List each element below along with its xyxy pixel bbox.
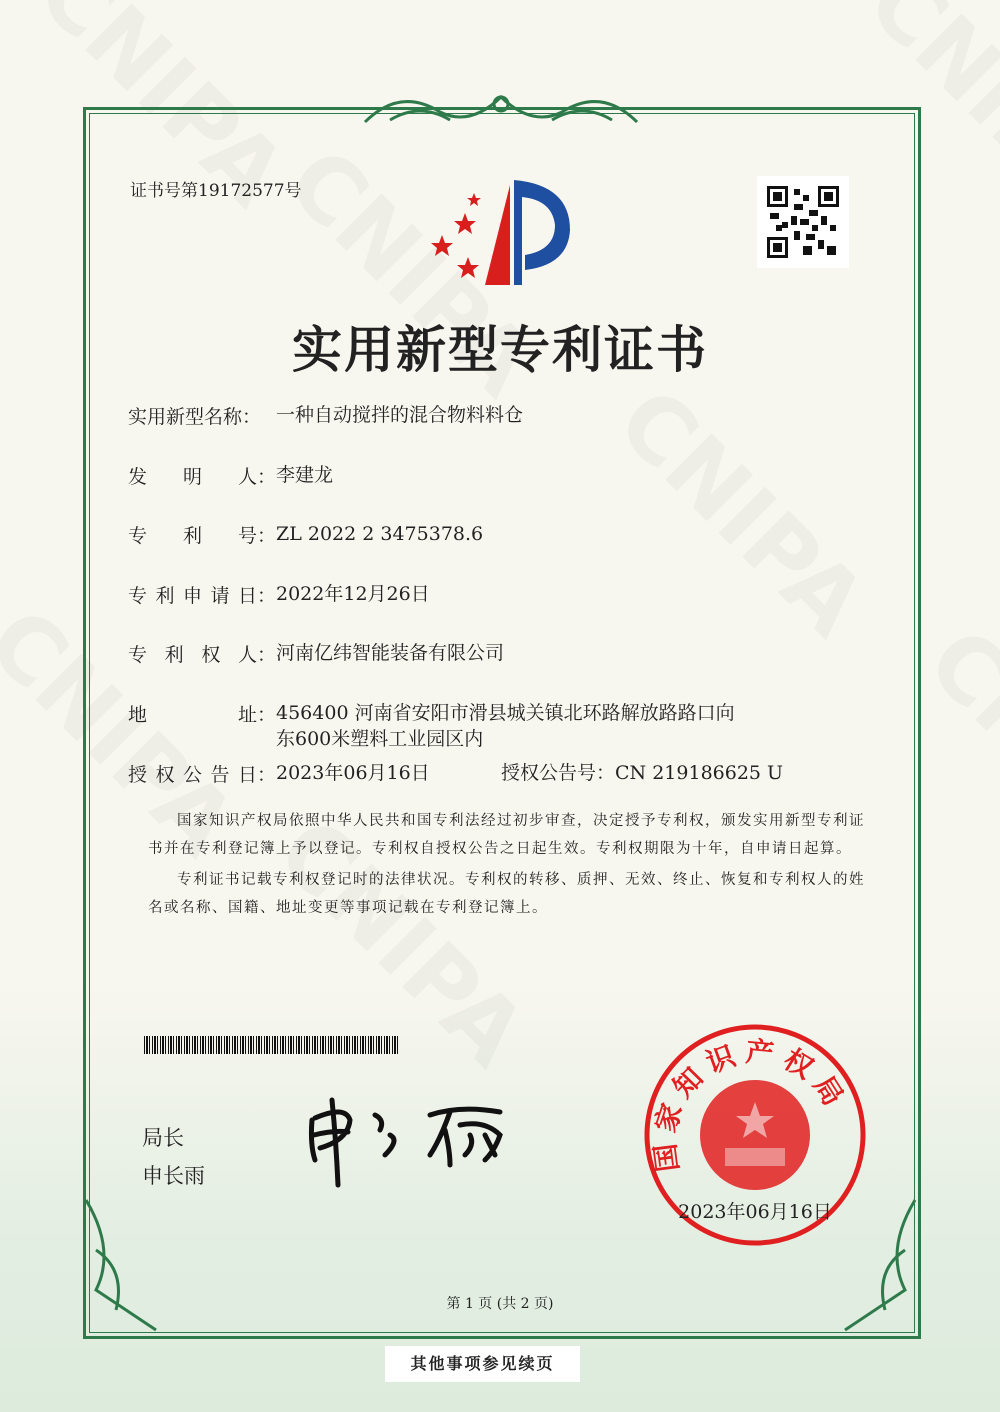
field-patentee [128, 640, 504, 667]
address-value: 456400 河南省安阳市滑县城关镇北环路解放路路口向 东600米塑料工业园区内 [276, 702, 735, 750]
barcode [144, 1036, 398, 1054]
field-grant-date [128, 760, 783, 787]
qr-code [757, 176, 849, 268]
inventor-value: 李建龙 [276, 464, 334, 486]
field-inventor [128, 462, 333, 489]
patent-number-value: ZL 2022 2 3475378.6 [276, 523, 484, 545]
field-label: 发 明 人： [128, 466, 276, 488]
watermark [907, 609, 1000, 897]
ornament-bottom-left [76, 1190, 166, 1340]
field-patent-number [128, 521, 483, 548]
page-indicator: 第 1 页 (共 2 页) [446, 1296, 554, 1312]
field-label: 地 址： [128, 704, 276, 726]
certificate-title: 实用新型专利证书 [292, 321, 708, 379]
field-label: 专 利 申 请 日： [128, 585, 276, 607]
certificate-number: 证书号第19172577号 [130, 181, 302, 201]
field-filing-date [128, 581, 430, 608]
field-label: 专 利 号： [128, 525, 276, 547]
field-address [128, 700, 735, 752]
grant-date-value: 2023年06月16日 [276, 762, 430, 784]
field-name [128, 402, 523, 429]
legal-text [148, 808, 876, 922]
ornament-top [360, 82, 642, 132]
continued-note: 其他事项参见续页 [385, 1346, 580, 1382]
cnipa-logo [430, 175, 575, 290]
field-label: 授 权 公 告 日： [128, 764, 276, 786]
filing-date-value: 2022年12月26日 [276, 583, 430, 605]
official-seal [640, 1020, 870, 1250]
field-label: 授权公告号： [501, 762, 616, 784]
utility-model-name: 一种自动搅拌的混合物料料仓 [276, 404, 524, 426]
patentee-value: 河南亿纬智能装备有限公司 [276, 642, 505, 664]
paragraph: 专利证书记载专利权登记时的法律状况。专利权的转移、质押、无效、终止、恢复和专利权人的姓名或名称、国籍、地址变更等事项记载在专利登记簿上。 [148, 872, 865, 916]
signature [300, 1090, 520, 1190]
paragraph: 国家知识产权局依照中华人民共和国专利法经过初步审查，决定授予专利权，颁发实用新型专利证书并在专利登记簿上予以登记。专利权自授权公告之日起生效。专利权期限为十年，自申请日起算。 [148, 813, 865, 857]
grant-number-value: CN 219186625 U [615, 762, 784, 784]
field-label: 实用新型名称： [128, 406, 262, 428]
signatory-title: 局长 [142, 1126, 184, 1150]
signatory-name: 申长雨 [142, 1164, 205, 1188]
seal-date: 2023年06月16日 [678, 1201, 832, 1223]
svg-text:国家知识产权局: 国家知识产权局 [647, 1034, 855, 1174]
field-label: 专 利 权 人： [128, 644, 276, 666]
